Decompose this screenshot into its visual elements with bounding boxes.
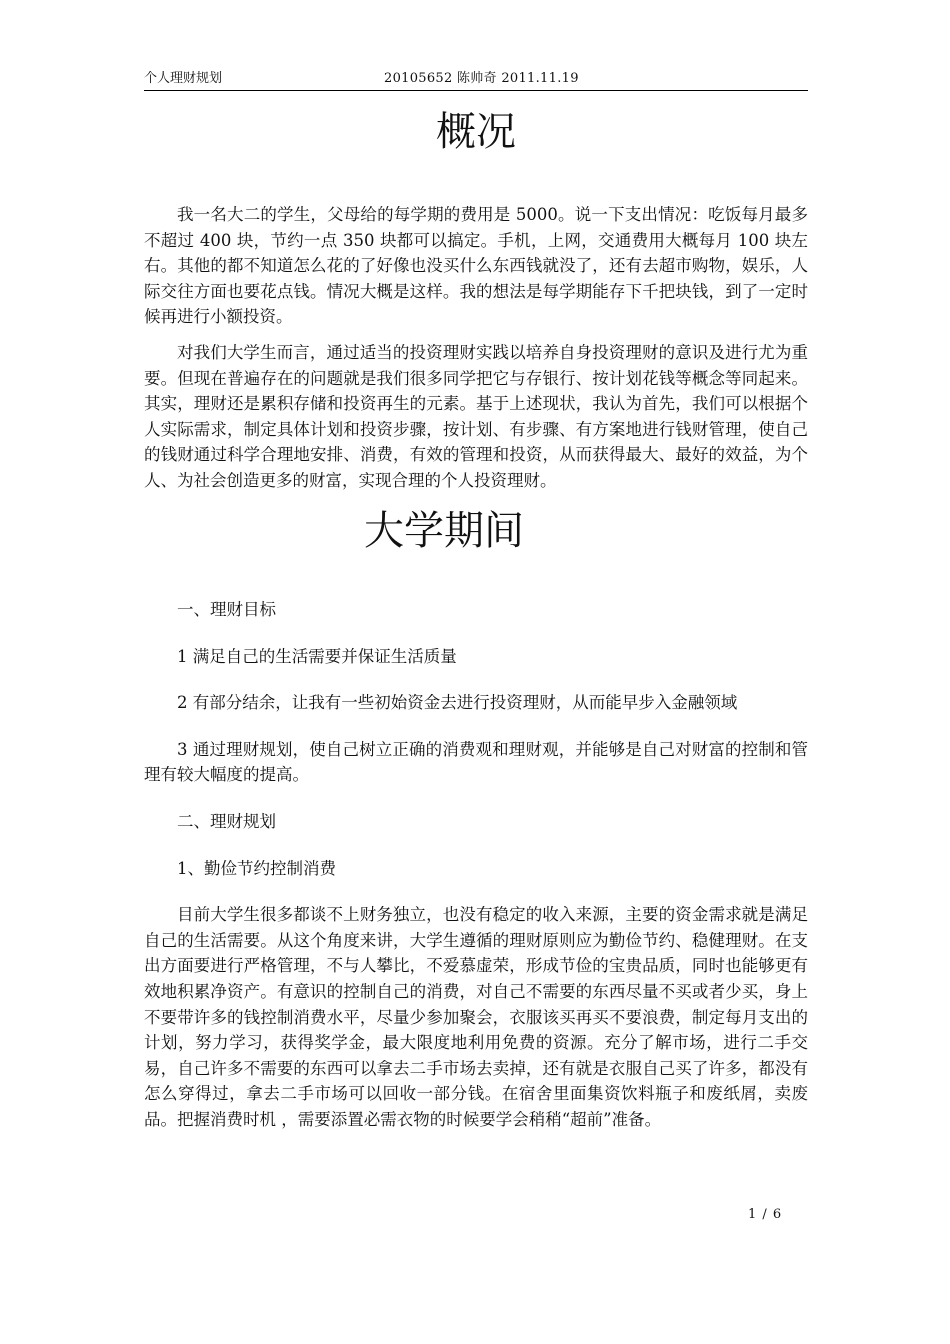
- section-title-university: 大学期间: [364, 508, 524, 554]
- paragraph: 目前大学生很多都谈不上财务独立，也没有稳定的收入来源，主要的资金需求就是满足自己的生活需要。从这个角度来讲，大学生遵循的理财原则应为勤俭节约、稳健理财。在支出方面要进行严格管理，不与人攀比，不爱慕虚荣，形成节俭的宝贵品质，同时也能够更有效地积累净资产。有意识的控制自己的消费，对自己不需要的东西尽量不买或者少买，身上不要带许多的钱控制消费水平，尽量少参加聚会，衣服该买再买不要浪费，制定每月支出的计划，努力学习，获得奖学金，最大限度地利用免费的资源。充分了解市场，进行二手交易，自己许多不需要的东西可以拿去二手市场去卖掉，还有就是衣服自己买了许多，都没有怎么穿得过，拿去二手市场可以回收一部分钱。在宿舍里面集资饮料瓶子和废纸屑，卖废品。把握消费时机 ，需要添置必需衣物的时候要学会稍稍“超前”准备。: [144, 905, 808, 1129]
- section-title-overview: 概况: [436, 109, 516, 155]
- overview-paragraph-2: [144, 340, 808, 494]
- header-author-meta: 20105652 陈帅奇 2011.11.19: [384, 71, 579, 86]
- heading-financial-goals: 一、理财目标: [177, 600, 276, 619]
- header-doc-title: 个人理财规划: [144, 71, 223, 86]
- university-section-body: [144, 597, 808, 1133]
- goal-item-1: 1 满足自己的生活需要并保证生活质量: [177, 646, 457, 666]
- goal-item-2: 2 有部分结余，让我有一些初始资金去进行投资理财，从而能早步入金融领域: [177, 693, 738, 713]
- paragraph: 对我们大学生而言，通过适当的投资理财实践以培养自身投资理财的意识及进行尤为重要。但现在普遍存在的问题就是我们很多同学把它与存银行、按计划花钱等概念等同起来。其实，理财还是累积存储和投资再生的元素。基于上述现状，我认为首先，我们可以根据个人实际需求，制定具体计划和投资步骤，按计划、有步骤、有方案地进行钱财管理，使自己的钱财通过科学合理地安排、消费，有效的管理和投资，从而获得最大、最好的效益，为个人、为社会创造更多的财富，实现合理的个人投资理财。: [144, 343, 808, 490]
- goal-item-3: 3 通过理财规划，使自己树立正确的消费观和理财观，并能够是自己对财富的控制和管理有较大幅度的提高。: [144, 739, 808, 785]
- overview-paragraph-1: [144, 202, 808, 330]
- page-header: [144, 70, 808, 91]
- subheading-frugal-spending: 1、勤俭节约控制消费: [177, 858, 336, 878]
- page-number: 1 / 6: [748, 1207, 783, 1222]
- paragraph: 我一名大二的学生，父母给的每学期的费用是 5000。说一下支出情况：吃饭每月最多不超过 400 块，节约一点 350 块都可以搞定。手机，上网，交通费用大概每月 100 块左右。其他的都不知道怎么花的了好像也没买什么东西钱就没了，还有去超市购物，娱乐，人际交往方面也要花点钱。情况大概是这样。我的想法是每学期能存下千把块钱，到了一定时候再进行小额投资。: [144, 205, 808, 327]
- heading-financial-plan: 二、理财规划: [177, 811, 276, 831]
